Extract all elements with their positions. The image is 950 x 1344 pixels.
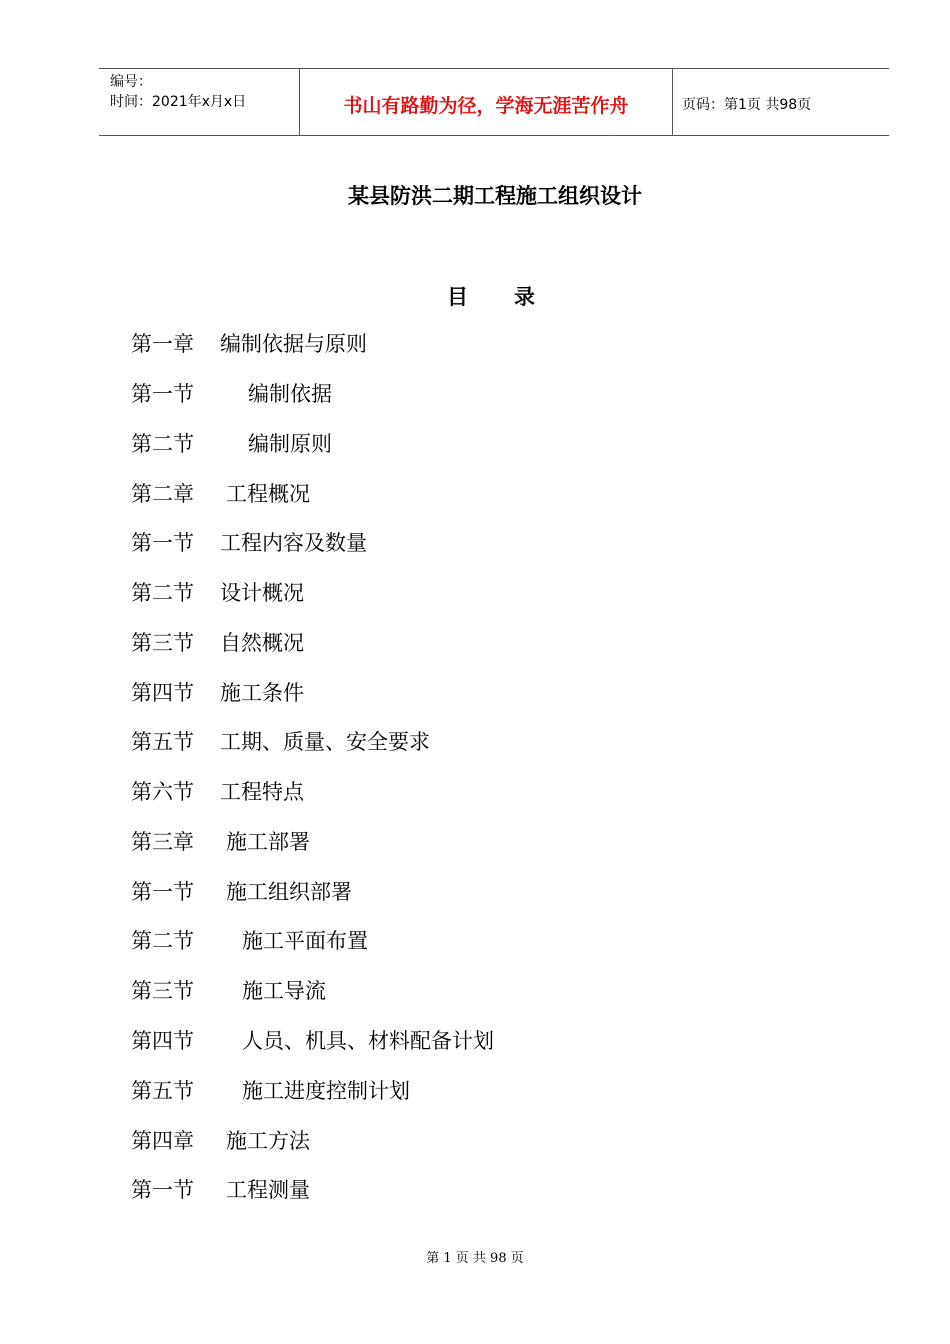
toc-entry-title: 工程测量 — [226, 1178, 310, 1202]
header-motto: 书山有路勤为径，学海无涯苦作舟 — [343, 95, 629, 117]
toc-entry-label: 第五节 — [131, 1079, 194, 1103]
toc-entry-title: 工程特点 — [220, 780, 304, 804]
toc-entry-label: 第三节 — [131, 979, 194, 1003]
toc-entry-title: 施工进度控制计划 — [242, 1079, 410, 1103]
toc-entry-label: 第二章 — [131, 482, 194, 506]
document-date-label: 时间：2021年x月x日 — [110, 94, 247, 110]
toc-entry-label: 第一节 — [131, 382, 194, 406]
header-page-info: 页码：第1页 共98页 — [682, 97, 812, 113]
toc-entry-label: 第三章 — [131, 830, 194, 854]
header-meta-cell — [99, 69, 300, 135]
page-footer: 第 1 页 共 98 页 — [426, 1251, 524, 1266]
toc-heading: 目录 — [447, 284, 581, 309]
toc-entry-title: 编制依据与原则 — [220, 332, 367, 356]
toc-entry-label: 第一节 — [131, 880, 194, 904]
toc-entry-title: 人员、机具、材料配备计划 — [242, 1029, 494, 1053]
toc-entry-label: 第一章 — [131, 332, 194, 356]
document-title: 某县防洪二期工程施工组织设计 — [348, 183, 642, 208]
toc-entry-label: 第四节 — [131, 681, 194, 705]
toc-entry-label: 第一节 — [131, 1178, 194, 1202]
toc-entry-title: 工程内容及数量 — [220, 531, 367, 555]
toc-entry-label: 第四章 — [131, 1129, 194, 1153]
toc-entry-title: 自然概况 — [220, 631, 304, 655]
toc-entry-title: 施工组织部署 — [226, 880, 352, 904]
toc-entry-title: 施工方法 — [226, 1129, 310, 1153]
toc-entry-title: 编制原则 — [248, 432, 332, 456]
page-header — [99, 68, 889, 136]
toc-entry-title: 工期、质量、安全要求 — [220, 730, 430, 754]
document-number-label: 编号： — [110, 74, 152, 90]
toc-entry-label: 第一节 — [131, 531, 194, 555]
toc-entry-label: 第六节 — [131, 780, 194, 804]
toc-entry-title: 施工条件 — [220, 681, 304, 705]
toc-entry-title: 设计概况 — [220, 581, 304, 605]
toc-entry-label: 第二节 — [131, 929, 194, 953]
toc-entry-label: 第二节 — [131, 432, 194, 456]
toc-entry-title: 施工平面布置 — [242, 929, 368, 953]
toc-entry-label: 第五节 — [131, 730, 194, 754]
header-page-cell — [673, 69, 889, 135]
toc-entry-title: 施工部署 — [226, 830, 310, 854]
toc-entry-title: 编制依据 — [248, 382, 332, 406]
toc-entry-title: 施工导流 — [242, 979, 326, 1003]
toc-entry-title: 工程概况 — [226, 482, 310, 506]
toc-entry-label: 第三节 — [131, 631, 194, 655]
toc-entry-label: 第四节 — [131, 1029, 194, 1053]
toc-entry-label: 第二节 — [131, 581, 194, 605]
header-motto-cell — [300, 69, 673, 135]
